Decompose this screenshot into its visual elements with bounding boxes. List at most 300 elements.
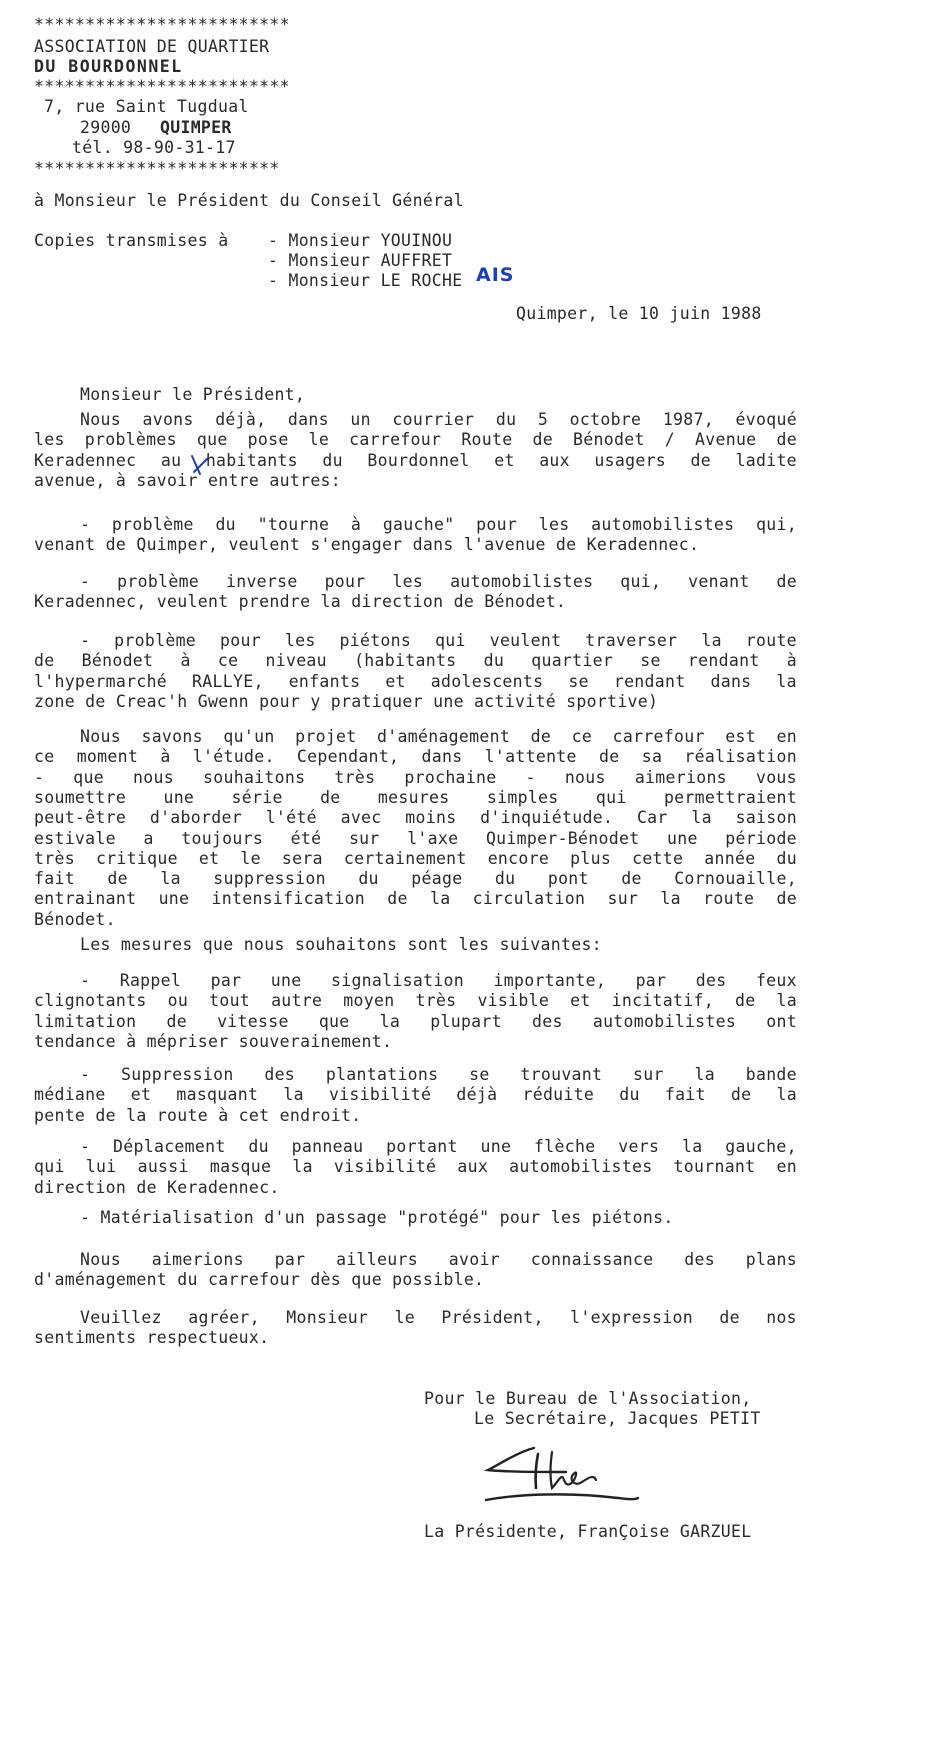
body-line bbox=[34, 746, 797, 768]
word: route bbox=[745, 631, 797, 650]
body-line bbox=[34, 848, 797, 870]
word: une bbox=[270, 971, 302, 990]
word: de bbox=[776, 430, 797, 450]
word: et bbox=[494, 450, 515, 470]
word: moyen bbox=[343, 991, 395, 1011]
word: qui bbox=[34, 1157, 65, 1177]
word: sur bbox=[633, 1065, 664, 1084]
copies-name-2: - Monsieur AUFFRET bbox=[268, 251, 453, 270]
word: la bbox=[283, 1085, 304, 1105]
word: pont bbox=[547, 869, 589, 889]
word: ailleurs bbox=[336, 1250, 418, 1269]
word: du bbox=[248, 1137, 269, 1156]
word: qui bbox=[595, 787, 627, 807]
word: Monsieur bbox=[286, 1308, 369, 1327]
body-line bbox=[80, 1249, 797, 1271]
body-line bbox=[34, 868, 797, 890]
word: Avenue bbox=[695, 430, 757, 450]
word: limitation bbox=[34, 1011, 137, 1031]
word: réduite bbox=[522, 1085, 595, 1105]
word: problème bbox=[114, 631, 197, 650]
letterhead-stars-bottom: ************************ bbox=[34, 159, 280, 178]
word: - bbox=[80, 572, 91, 591]
body-line bbox=[80, 630, 797, 652]
word: été bbox=[290, 828, 322, 848]
word: route bbox=[703, 889, 755, 909]
word: de bbox=[530, 727, 552, 746]
word: au bbox=[160, 450, 182, 470]
word: problème bbox=[117, 572, 200, 591]
word: RALLYE, bbox=[192, 671, 264, 691]
word: Nous bbox=[80, 727, 121, 746]
body-line: zone de Creac'h Gwenn pour y pratiquer une activité sportive) bbox=[34, 691, 659, 711]
word: de bbox=[107, 869, 128, 889]
word: par bbox=[635, 971, 667, 990]
word: fait bbox=[664, 1085, 706, 1105]
word: sur bbox=[607, 889, 639, 909]
word: courrier bbox=[392, 410, 475, 429]
word: évoqué bbox=[735, 410, 797, 429]
letterhead-stars-top: ************************* bbox=[34, 15, 290, 34]
word: aussi bbox=[137, 1157, 189, 1177]
body-line bbox=[34, 767, 797, 789]
word: vitesse bbox=[217, 1011, 289, 1031]
word: de bbox=[776, 572, 797, 591]
word: Déplacement bbox=[113, 1137, 226, 1156]
word: période bbox=[725, 828, 797, 848]
word: dans bbox=[421, 747, 463, 767]
body-line bbox=[34, 787, 797, 809]
word: l'été bbox=[265, 808, 317, 828]
word: entrainant bbox=[34, 889, 137, 909]
word: Suppression bbox=[121, 1065, 234, 1084]
place-date: Quimper, le 10 juin 1988 bbox=[516, 304, 762, 323]
word: souhaitons bbox=[203, 767, 306, 787]
word: ladite bbox=[735, 450, 797, 470]
body-line: Les mesures que nous souhaitons sont les suivantes: bbox=[80, 935, 602, 954]
word: usagers bbox=[594, 450, 667, 470]
word: plus bbox=[570, 848, 612, 868]
body-line bbox=[80, 1307, 797, 1329]
word: une bbox=[163, 787, 195, 807]
word: traverser bbox=[585, 631, 678, 650]
word: de bbox=[719, 1308, 740, 1327]
word: saison bbox=[735, 808, 797, 828]
word: problème bbox=[111, 515, 194, 534]
word: aux bbox=[457, 1157, 489, 1177]
word: Rappel bbox=[119, 971, 182, 990]
body-line bbox=[34, 1011, 797, 1033]
word: niveau bbox=[265, 651, 327, 671]
word: sera bbox=[281, 848, 323, 868]
body-line bbox=[34, 888, 797, 910]
word: carrefour bbox=[612, 727, 705, 746]
word: peut-être bbox=[34, 808, 127, 828]
body-line: Keradennec, veulent prendre la direction de Bénodet. bbox=[34, 592, 567, 612]
word: l'axe bbox=[407, 828, 459, 848]
word: signalisation bbox=[330, 971, 465, 990]
word: encore bbox=[487, 848, 550, 868]
body-line bbox=[34, 671, 797, 693]
word: - bbox=[34, 767, 45, 787]
word: masquant bbox=[176, 1085, 259, 1105]
word: très bbox=[334, 767, 376, 787]
word: suppression bbox=[213, 869, 326, 889]
word: une bbox=[480, 1137, 512, 1156]
word: qui bbox=[435, 631, 466, 650]
signature-image bbox=[478, 1442, 658, 1522]
word: aux bbox=[539, 450, 570, 470]
word: habitants bbox=[205, 450, 298, 470]
word: pour bbox=[324, 572, 366, 591]
word: dans bbox=[710, 671, 752, 691]
word: du bbox=[358, 869, 379, 889]
word: avoir bbox=[448, 1250, 500, 1269]
word: certainement bbox=[343, 848, 467, 868]
word: quartier bbox=[531, 651, 614, 671]
word: ce bbox=[34, 747, 55, 767]
word: le bbox=[240, 848, 261, 868]
word: plupart bbox=[430, 1011, 502, 1031]
word: - bbox=[80, 515, 91, 534]
word: Bourdonnel bbox=[367, 450, 470, 470]
letterhead-org-line1: ASSOCIATION DE QUARTIER bbox=[34, 37, 270, 56]
letterhead-postcode: 29000 bbox=[80, 118, 132, 137]
body-line: Bénodet. bbox=[34, 909, 116, 929]
closing-line1: Pour le Bureau de l'Association, bbox=[424, 1389, 752, 1408]
word: moins bbox=[405, 808, 457, 828]
word: permettraient bbox=[663, 787, 797, 807]
word: - bbox=[525, 767, 536, 787]
word: Car bbox=[636, 808, 668, 828]
word: la bbox=[160, 869, 181, 889]
word: gauche" bbox=[382, 515, 455, 534]
body-line bbox=[80, 726, 797, 748]
word: pose bbox=[247, 430, 289, 450]
word: la bbox=[681, 1137, 703, 1156]
word: et bbox=[130, 1085, 152, 1105]
word: de bbox=[621, 869, 642, 889]
word: cette bbox=[632, 848, 684, 868]
word: trouvant bbox=[520, 1065, 603, 1084]
word: du bbox=[776, 848, 797, 868]
word: que bbox=[318, 1011, 350, 1031]
body-line bbox=[34, 650, 797, 672]
word: portant bbox=[386, 1137, 458, 1156]
copies-name-1: - Monsieur YOUINOU bbox=[268, 231, 453, 250]
word: la bbox=[776, 991, 797, 1011]
president-line: La Présidente, FranÇoise GARZUEL bbox=[424, 1522, 752, 1541]
recipient-line: à Monsieur le Président du Conseil Général bbox=[34, 191, 464, 210]
word: autre bbox=[271, 991, 323, 1011]
word: les bbox=[34, 430, 65, 450]
word: que bbox=[73, 767, 104, 787]
word: pour bbox=[219, 631, 261, 650]
word: la bbox=[776, 671, 797, 691]
word: vous bbox=[755, 767, 797, 787]
word: Cornouaille, bbox=[674, 869, 797, 889]
word: du bbox=[483, 651, 505, 671]
body-line: venant de Quimper, veulent s'engager dans l'avenue de Keradennec. bbox=[34, 535, 700, 555]
word: série bbox=[231, 787, 283, 807]
word: simples bbox=[486, 787, 559, 807]
word: la bbox=[379, 1011, 401, 1031]
handwritten-correction: AIS bbox=[476, 264, 515, 286]
body-line bbox=[80, 1064, 797, 1086]
letterhead-phone: tél. 98-90-31-17 bbox=[72, 138, 236, 157]
word: plantations bbox=[325, 1065, 439, 1084]
word: veulent bbox=[489, 631, 562, 650]
word: et bbox=[198, 848, 220, 868]
word: année bbox=[704, 848, 756, 868]
word: des bbox=[684, 1250, 715, 1269]
body-line bbox=[80, 571, 797, 593]
word: du bbox=[494, 869, 516, 889]
word: le bbox=[308, 430, 330, 450]
word: qu'un bbox=[223, 727, 275, 746]
word: en bbox=[776, 1157, 797, 1177]
word: et bbox=[570, 991, 591, 1011]
word: la bbox=[429, 889, 451, 909]
body-line bbox=[34, 1084, 797, 1106]
word: visible bbox=[477, 991, 550, 1011]
word: adolescents bbox=[430, 671, 544, 691]
word: d'aborder bbox=[149, 808, 242, 828]
word: Nous bbox=[80, 1250, 121, 1269]
salutation: Monsieur le Président, bbox=[80, 385, 306, 404]
word: de bbox=[776, 889, 797, 909]
word: le bbox=[394, 1308, 416, 1327]
word: critique bbox=[95, 848, 178, 868]
word: soumettre bbox=[34, 787, 127, 807]
body-line: sentiments respectueux. bbox=[34, 1328, 270, 1348]
body-line: d'aménagement du carrefour dès que possible. bbox=[34, 1270, 485, 1290]
word: masque bbox=[209, 1157, 272, 1177]
body-line: tendance à mépriser souverainement. bbox=[34, 1031, 393, 1051]
word: est bbox=[725, 727, 756, 746]
word: agréer, bbox=[188, 1308, 260, 1327]
body-line bbox=[34, 828, 797, 850]
word: moment bbox=[76, 747, 139, 767]
body-line: - Matérialisation d'un passage "protégé" pour les piétons. bbox=[80, 1208, 674, 1227]
word: qui, bbox=[756, 515, 797, 534]
word: rendant bbox=[613, 671, 686, 691]
word: les bbox=[392, 572, 424, 591]
word: pour bbox=[476, 515, 518, 534]
word: automobilistes bbox=[591, 515, 735, 534]
word: de bbox=[166, 1011, 187, 1031]
word: la bbox=[691, 808, 712, 828]
word: l'attente bbox=[484, 747, 577, 767]
word: lui bbox=[85, 1157, 117, 1177]
word: de bbox=[730, 1085, 752, 1105]
word: - bbox=[80, 1065, 91, 1084]
word: piétons bbox=[339, 631, 412, 650]
word: circulation bbox=[472, 889, 586, 909]
word: la bbox=[694, 1065, 715, 1084]
word: importante, bbox=[493, 971, 607, 990]
word: de bbox=[735, 991, 756, 1011]
letterhead-stars-mid: ************************* bbox=[34, 77, 290, 96]
word: de bbox=[690, 450, 712, 470]
body-line bbox=[80, 409, 797, 431]
handwritten-caret-mark bbox=[186, 452, 216, 478]
word: la bbox=[701, 631, 722, 650]
word: nos bbox=[766, 1308, 797, 1327]
word: un bbox=[350, 410, 371, 429]
word: d'aménagement bbox=[377, 727, 511, 746]
word: déjà bbox=[456, 1085, 498, 1105]
word: inverse bbox=[225, 572, 298, 591]
word: dans bbox=[287, 410, 329, 429]
word: savons bbox=[141, 727, 203, 746]
word: l'hypermarché bbox=[34, 671, 168, 691]
word: de bbox=[532, 430, 553, 450]
word: à bbox=[350, 515, 362, 534]
word: visibilité bbox=[333, 1157, 437, 1177]
letterhead-org-line2: DU BOURDONNEL bbox=[34, 57, 183, 76]
word: aimerions bbox=[151, 1250, 244, 1269]
word: projet bbox=[295, 727, 357, 746]
word: avons bbox=[142, 410, 194, 429]
word: des bbox=[695, 971, 727, 990]
word: la bbox=[292, 1157, 313, 1177]
word: ou bbox=[167, 991, 189, 1011]
word: connaissance bbox=[530, 1250, 654, 1269]
word: ce bbox=[571, 727, 593, 746]
word: nous bbox=[564, 767, 606, 787]
word: Keradennec bbox=[34, 450, 137, 470]
word: des bbox=[532, 1011, 563, 1031]
word: médiane bbox=[34, 1085, 106, 1105]
word: a bbox=[143, 828, 154, 848]
word: automobilistes bbox=[509, 1157, 653, 1177]
word: problèmes bbox=[84, 430, 177, 450]
body-line: pente de la route à cet endroit. bbox=[34, 1105, 362, 1125]
word: visibilité bbox=[328, 1085, 432, 1105]
word: "tourne bbox=[257, 515, 330, 534]
word: de bbox=[599, 747, 620, 767]
word: par bbox=[274, 1250, 306, 1269]
word: estivale bbox=[34, 828, 116, 848]
word: l'étude. bbox=[192, 747, 275, 767]
word: plans bbox=[745, 1250, 797, 1269]
word: gauche, bbox=[725, 1137, 797, 1156]
word: se bbox=[469, 1065, 490, 1084]
word: 5 bbox=[537, 410, 549, 429]
word: à bbox=[160, 747, 171, 767]
word: Veuillez bbox=[80, 1308, 162, 1327]
word: - bbox=[80, 1137, 91, 1156]
word: octobre bbox=[569, 410, 642, 429]
word: qui, bbox=[620, 572, 662, 591]
word: les bbox=[538, 515, 570, 534]
word: de bbox=[320, 787, 341, 807]
word: - bbox=[80, 971, 91, 990]
word: flèche bbox=[534, 1137, 596, 1156]
word: nous bbox=[133, 767, 174, 787]
word: vers bbox=[618, 1137, 660, 1156]
word: bande bbox=[745, 1065, 797, 1084]
copies-name-3: - Monsieur LE ROCHE bbox=[268, 271, 463, 290]
body-line bbox=[34, 1156, 797, 1178]
word: tout bbox=[209, 991, 251, 1011]
word: / bbox=[664, 430, 675, 450]
body-line bbox=[34, 450, 797, 472]
word: automobilistes bbox=[450, 572, 594, 591]
word: Route bbox=[461, 430, 513, 450]
word: du bbox=[215, 515, 236, 534]
word: très bbox=[34, 848, 75, 868]
word: de bbox=[387, 889, 408, 909]
body-line bbox=[80, 514, 797, 536]
word: venant bbox=[688, 572, 750, 591]
word: sa bbox=[641, 747, 663, 767]
body-line bbox=[80, 1136, 797, 1158]
word: à bbox=[180, 651, 191, 671]
word: que bbox=[196, 430, 228, 450]
word: l'expression bbox=[570, 1308, 693, 1327]
word: avec bbox=[340, 808, 382, 828]
word: se bbox=[640, 651, 661, 671]
word: se bbox=[568, 671, 589, 691]
word: une bbox=[667, 828, 698, 848]
body-line bbox=[34, 807, 797, 829]
word: la bbox=[660, 889, 681, 909]
word: ont bbox=[766, 1011, 797, 1031]
word: de bbox=[34, 651, 55, 671]
word: carrefour bbox=[349, 430, 442, 450]
word: une bbox=[158, 889, 190, 909]
word: péage bbox=[411, 869, 463, 889]
word: sur bbox=[348, 828, 380, 848]
word: feux bbox=[755, 971, 797, 990]
letterhead-address: 7, rue Saint Tugdual bbox=[44, 97, 249, 116]
word: enfants bbox=[288, 671, 361, 691]
word: intensification bbox=[211, 889, 366, 909]
word: réalisation bbox=[684, 747, 797, 767]
word: clignotants bbox=[34, 991, 147, 1011]
word: Président, bbox=[441, 1308, 544, 1327]
body-line bbox=[80, 970, 797, 992]
word: tournant bbox=[673, 1157, 756, 1177]
word: d'inquiétude. bbox=[480, 808, 614, 828]
word: - bbox=[80, 631, 91, 650]
body-line bbox=[34, 429, 797, 451]
word: Quimper-Bénodet bbox=[485, 828, 640, 848]
word: rendant bbox=[687, 651, 760, 671]
word: Bénodet bbox=[81, 651, 154, 671]
word: 1987, bbox=[662, 410, 714, 429]
word: les bbox=[284, 631, 316, 650]
word: en bbox=[776, 727, 797, 746]
word: fait bbox=[34, 869, 75, 889]
body-line: avenue, à savoir entre autres: bbox=[34, 470, 342, 490]
word: Cependant, bbox=[296, 747, 400, 767]
word: (habitants bbox=[354, 651, 457, 671]
word: incitatif, bbox=[611, 991, 714, 1011]
body-line: direction de Keradennec. bbox=[34, 1177, 280, 1197]
word: la bbox=[776, 1085, 797, 1105]
word: automobilistes bbox=[592, 1011, 737, 1031]
word: aimerions bbox=[634, 767, 727, 787]
copies-intro: Copies transmises à bbox=[34, 231, 229, 250]
word: Bénodet bbox=[573, 430, 645, 450]
word: toujours bbox=[181, 828, 264, 848]
word: ce bbox=[217, 651, 239, 671]
word: prochaine bbox=[404, 767, 497, 787]
word: du bbox=[322, 450, 343, 470]
